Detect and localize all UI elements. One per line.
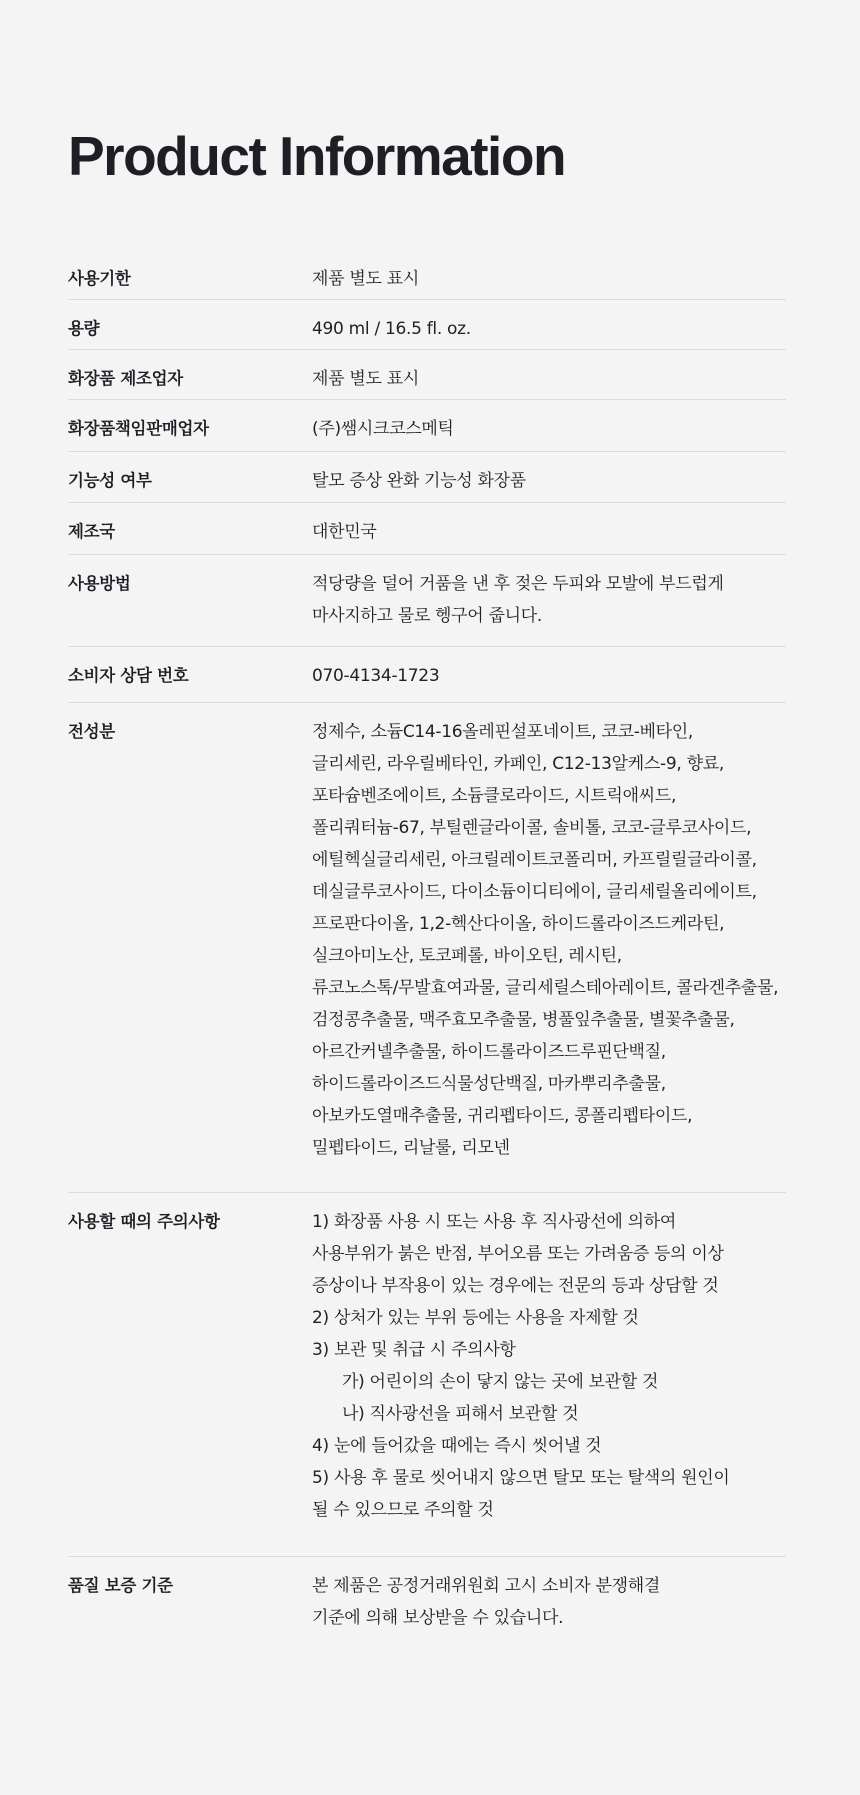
row-label: 사용기한 [68,269,131,288]
row-label: 사용방법 [68,574,131,593]
table-row [68,300,786,350]
row-label: 화장품 제조업자 [68,369,183,388]
row-value: 490 ml / 16.5 fl. oz. [312,319,471,339]
row-value: 제품 별도 표시 [312,369,419,389]
row-label: 화장품책임판매업자 [68,419,209,438]
row-value: 적당량을 덜어 거품을 낸 후 젖은 두피와 모발에 부드럽게 마사지하고 물로 헹구어 줍니다. [312,574,724,626]
row-label: 용량 [68,319,100,338]
precautions-list: 1) 화장품 사용 시 또는 사용 후 직사광선에 의하여 사용부위가 붉은 반점, 부어오름 또는 가려움증 등의 이상 증상이나 부작용이 있는 경우에는 전문의 등과 상담할 것 2) 상처가 있는 부위 등에는 사용을 자제할 것 3) 보관 및 취급 시 주의사항 가) 어린이의 손이 닿지 않는 곳에 보관할 것 나) 직사광선을 피해서 보관할 것 4) 눈에 들어갔을 때에는 즉시 씻어낼 것 5) 사용 후 물로 씻어내지 않으면 탈모 또는 탈색의 원인이 될 수 있으므로 주의할 것 [312,1212,730,1520]
row-label: 기능성 여부 [68,471,152,490]
row-value: 제품 별도 표시 [312,269,419,289]
table-row [68,452,786,503]
row-value: 070-4134-1723 [312,666,440,686]
row-value: 탈모 증상 완화 기능성 화장품 [312,471,526,491]
table-row [68,555,786,647]
table-row [68,647,786,703]
page-title: Product Information [68,125,566,187]
row-value: (주)쌤시크코스메틱 [312,419,454,439]
row-label: 전성분 [68,722,115,741]
table-row [68,1193,786,1557]
table-row [68,1557,786,1657]
row-label: 품질 보증 기준 [68,1576,173,1595]
product-info-table [68,250,786,1657]
ingredients-list: 정제수, 소듐C14-16올레핀설포네이트, 코코-베타인, 글리세린, 라우릴베타인, 카페인, C12-13알케스-9, 향료, 포타슘벤조에이트, 소듐클로라이드, 시트릭애씨드, 폴리쿼터늄-67, 부틸렌글라이콜, 솔비톨, 코코-글루코사이드, 에틸헥실글리세린, 아크릴레이트코폴리머, 카프릴릴글라이콜, 데실글루코사이드, 다이소듐이디티에이, 글리세릴올리에이트, 프로판다이올, 1,2-헥산다이올, 하이드롤라이즈드케라틴, 실크아미노산, 토코페롤, 바이오틴, 레시틴, 류코노스톡/무발효여과물, 글리세릴스테아레이트, 콜라겐추출물, 검정콩추출물, 맥주효모추출물, 병풀잎추출물, 별꽃추출물, 아르간커넬추출물, 하이드롤라이즈드루핀단백질, 하이드롤라이즈드식물성단백질, 마카뿌리추출물, 아보카도열매추출물, 귀리펩타이드, 콩폴리펩타이드, 밀펩타이드, 리날룰, 리모넨 [312,722,779,1158]
row-value: 본 제품은 공정거래위원회 고시 소비자 분쟁해결 기준에 의해 보상받을 수 있습니다. [312,1576,660,1628]
row-label: 제조국 [68,522,115,541]
row-label: 사용할 때의 주의사항 [68,1212,220,1231]
row-label: 소비자 상담 번호 [68,666,189,685]
table-row [68,503,786,555]
row-value: 대한민국 [312,522,377,542]
table-row [68,250,786,300]
table-row [68,400,786,452]
table-row [68,703,786,1193]
table-row [68,350,786,400]
